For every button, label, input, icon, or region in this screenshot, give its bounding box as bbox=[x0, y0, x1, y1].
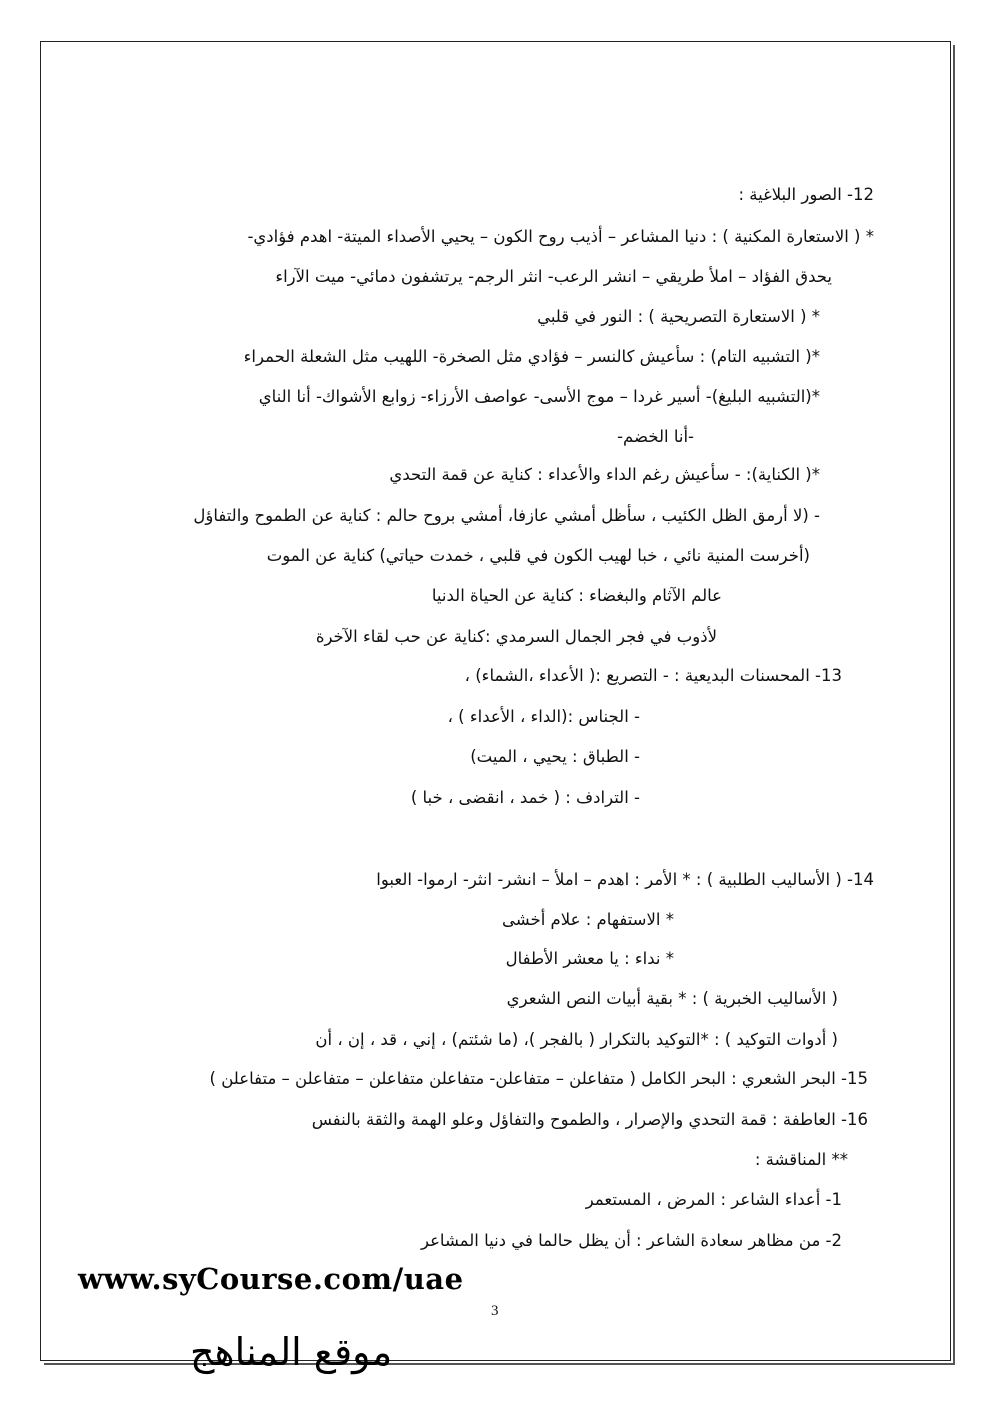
page-number: 3 bbox=[491, 1303, 499, 1319]
page-border-shadow-bottom bbox=[44, 1363, 954, 1365]
footer-url: www.syCourse.com/uae bbox=[78, 1262, 464, 1296]
section-16-line: 16- العاطفة : قمة التحدي والإصرار ، والطموح والتفاؤل وعلو الهمة والثقة بالنفس bbox=[311, 1110, 868, 1129]
text-line: *( التشبيه التام) : سأعيش كالنسر – فؤادي مثل الصخرة- اللهيب مثل الشعلة الحمراء bbox=[243, 347, 820, 366]
text-line: يحدق الفؤاد – املأ طريقي – انشر الرعب- انثر الرجم- يرتشفون دمائي- ميت الآراء bbox=[275, 267, 832, 286]
text-line: عالم الآثام والبغضاء : كناية عن الحياة الدنيا bbox=[431, 586, 722, 605]
discussion-item-2: 2- من مظاهر سعادة الشاعر : أن يظل حالما في دنيا المشاعر bbox=[420, 1231, 842, 1250]
text-line: * نداء : يا معشر الأطفال bbox=[505, 949, 674, 968]
text-line: - (لا أرمق الظل الكئيب ، سأظل أمشي عازفا، أمشي بروح حالم : كناية عن الطموح والتفاؤل bbox=[193, 506, 820, 525]
text-line: ( أدوات التوكيد ) : *التوكيد بالتكرار ( بالفجر )، (ما شئتم) ، إني ، قد ، إن ، أن bbox=[315, 1030, 838, 1049]
text-line: (أخرست المنية نائي ، خبا لهيب الكون في قلبي ، خمدت حياتي) كناية عن الموت bbox=[266, 546, 810, 565]
discussion-item-1: 1- أعداء الشاعر : المرض ، المستعمر bbox=[585, 1190, 842, 1209]
discussion-heading: ** المناقشة : bbox=[754, 1150, 848, 1169]
text-line: -أنا الخضم- bbox=[617, 427, 694, 446]
text-line: * ( الاستعارة التصريحية ) : النور في قلبي bbox=[537, 307, 820, 326]
text-line: ( الأساليب الخبرية ) : * بقية أبيات النص الشعري bbox=[506, 989, 838, 1008]
text-line: - الطباق : يحيي ، الميت) bbox=[470, 747, 640, 766]
text-line: - الجناس :(الداء ، الأعداء ) ، bbox=[447, 707, 640, 726]
text-line: *(التشبيه البليغ)- أسير غردا – موج الأسى- عواصف الأرزاء- زوابع الأشواك- أنا الناي bbox=[258, 387, 820, 406]
section-12-heading: 12- الصور البلاغية : bbox=[738, 185, 874, 204]
section-13-heading: 13- المحسنات البديعية : - التصريع :( الأعداء ،الشماء) ، bbox=[464, 666, 842, 685]
page-border-shadow-right bbox=[953, 45, 955, 1365]
site-name-logo: موقع المناهج bbox=[190, 1330, 393, 1374]
section-14-heading: 14- ( الأساليب الطلبية ) : * الأمر : اهدم – املأ – انشر- انثر- ارموا- العبوا bbox=[376, 870, 874, 889]
text-line: - الترادف : ( خمد ، انقضى ، خبا ) bbox=[410, 788, 640, 807]
text-line: لأذوب في فجر الجمال السرمدي :كناية عن حب لقاء الآخرة bbox=[315, 627, 717, 646]
text-line: * ( الاستعارة المكنية ) : دنيا المشاعر – أذيب روح الكون – يحيي الأصداء الميتة- اهدم فؤادي- bbox=[247, 227, 874, 246]
text-line: *( الكناية): - سأعيش رغم الداء والأعداء : كناية عن قمة التحدي bbox=[389, 465, 820, 484]
section-15-line: 15- البحر الشعري : البحر الكامل ( متفاعلن – متفاعلن- متفاعلن متفاعلن – متفاعلن – متفاعلن ) bbox=[209, 1069, 868, 1088]
text-line: * الاستفهام : علام أخشى bbox=[502, 910, 674, 929]
